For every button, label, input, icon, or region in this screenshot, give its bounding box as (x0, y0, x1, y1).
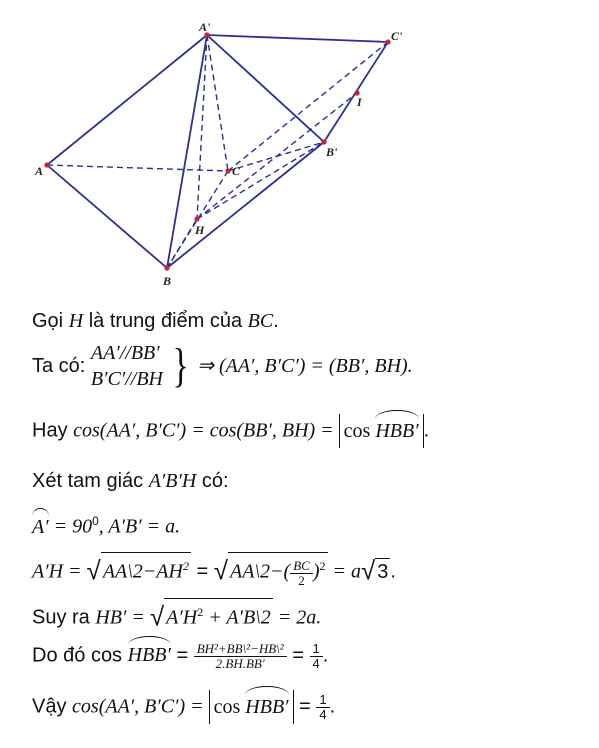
point-Bprime (321, 139, 326, 144)
line-cos-equality: Hay cos(AA′, B′C′) = cos(BB′, BH) = cos HBB′ . (32, 414, 429, 448)
edge-AprimeA (47, 35, 207, 165)
edge-AB (47, 165, 167, 268)
label-Cprime: C' (391, 29, 403, 43)
label-Bprime: B' (326, 145, 338, 159)
point-H (194, 216, 199, 221)
line-HBprime: Suy ra HB′ = √ $A'H^2$ + A′B\2 = 2a. (32, 598, 321, 631)
point-C (225, 168, 230, 173)
label-I: I (357, 95, 362, 109)
edge-AprimeC-hidden (207, 35, 228, 171)
line-conclusion: Vậy cos(AA′, B′C′) = cos HBB′ = $\frac{1}{4}$ . (32, 690, 335, 724)
point-Cprime (385, 39, 390, 44)
edge-BBprime (167, 142, 324, 268)
label-B: B (163, 274, 172, 288)
label-A: A (35, 164, 44, 178)
line-right-angle: $A' = 90^0$, A′B′ = a. (32, 514, 181, 538)
edge-AC-hidden (47, 165, 228, 171)
line-AprimeH: A′H = √ $AA\backslash 2-AH^2$ = √ AA\2−( $\frac{BC}{2}$ )$^2$ = a√ 3 . (32, 552, 396, 587)
label-C: C (232, 164, 241, 178)
edge-AprimeCprime (207, 35, 388, 42)
line-cos-value: Do đó cos HBB′ = $\frac{\text{BH²+BB\textbackslash{}²−HB\textbackslash{}²}}{2.BH.BB'}$ = $\frac{1}{4}$ . (32, 641, 329, 671)
point-B (164, 265, 169, 270)
line-parallel-system: Ta có: AA′//BB′ B′C′//BH } ⇒ (AA′, B′C′) = (BB′, BH). (32, 339, 413, 392)
point-A (44, 162, 49, 167)
right-brace: } (172, 339, 189, 392)
label-H: H (195, 223, 205, 237)
parallel-system: AA′//BB′ B′C′//BH (90, 342, 164, 390)
line-triangle: Xét tam giác A′B′H có: (32, 470, 229, 492)
edge-HBprime-hidden (197, 142, 324, 219)
edge-AprimeBprime (207, 35, 324, 142)
edge-CBprime-hidden (228, 142, 324, 171)
label-Aprime: A' (199, 20, 211, 34)
line-midpoint: Gọi H là trung điểm của BC. (32, 310, 279, 332)
prism-figure (0, 0, 599, 300)
edge-CCprime-hidden (228, 42, 388, 171)
